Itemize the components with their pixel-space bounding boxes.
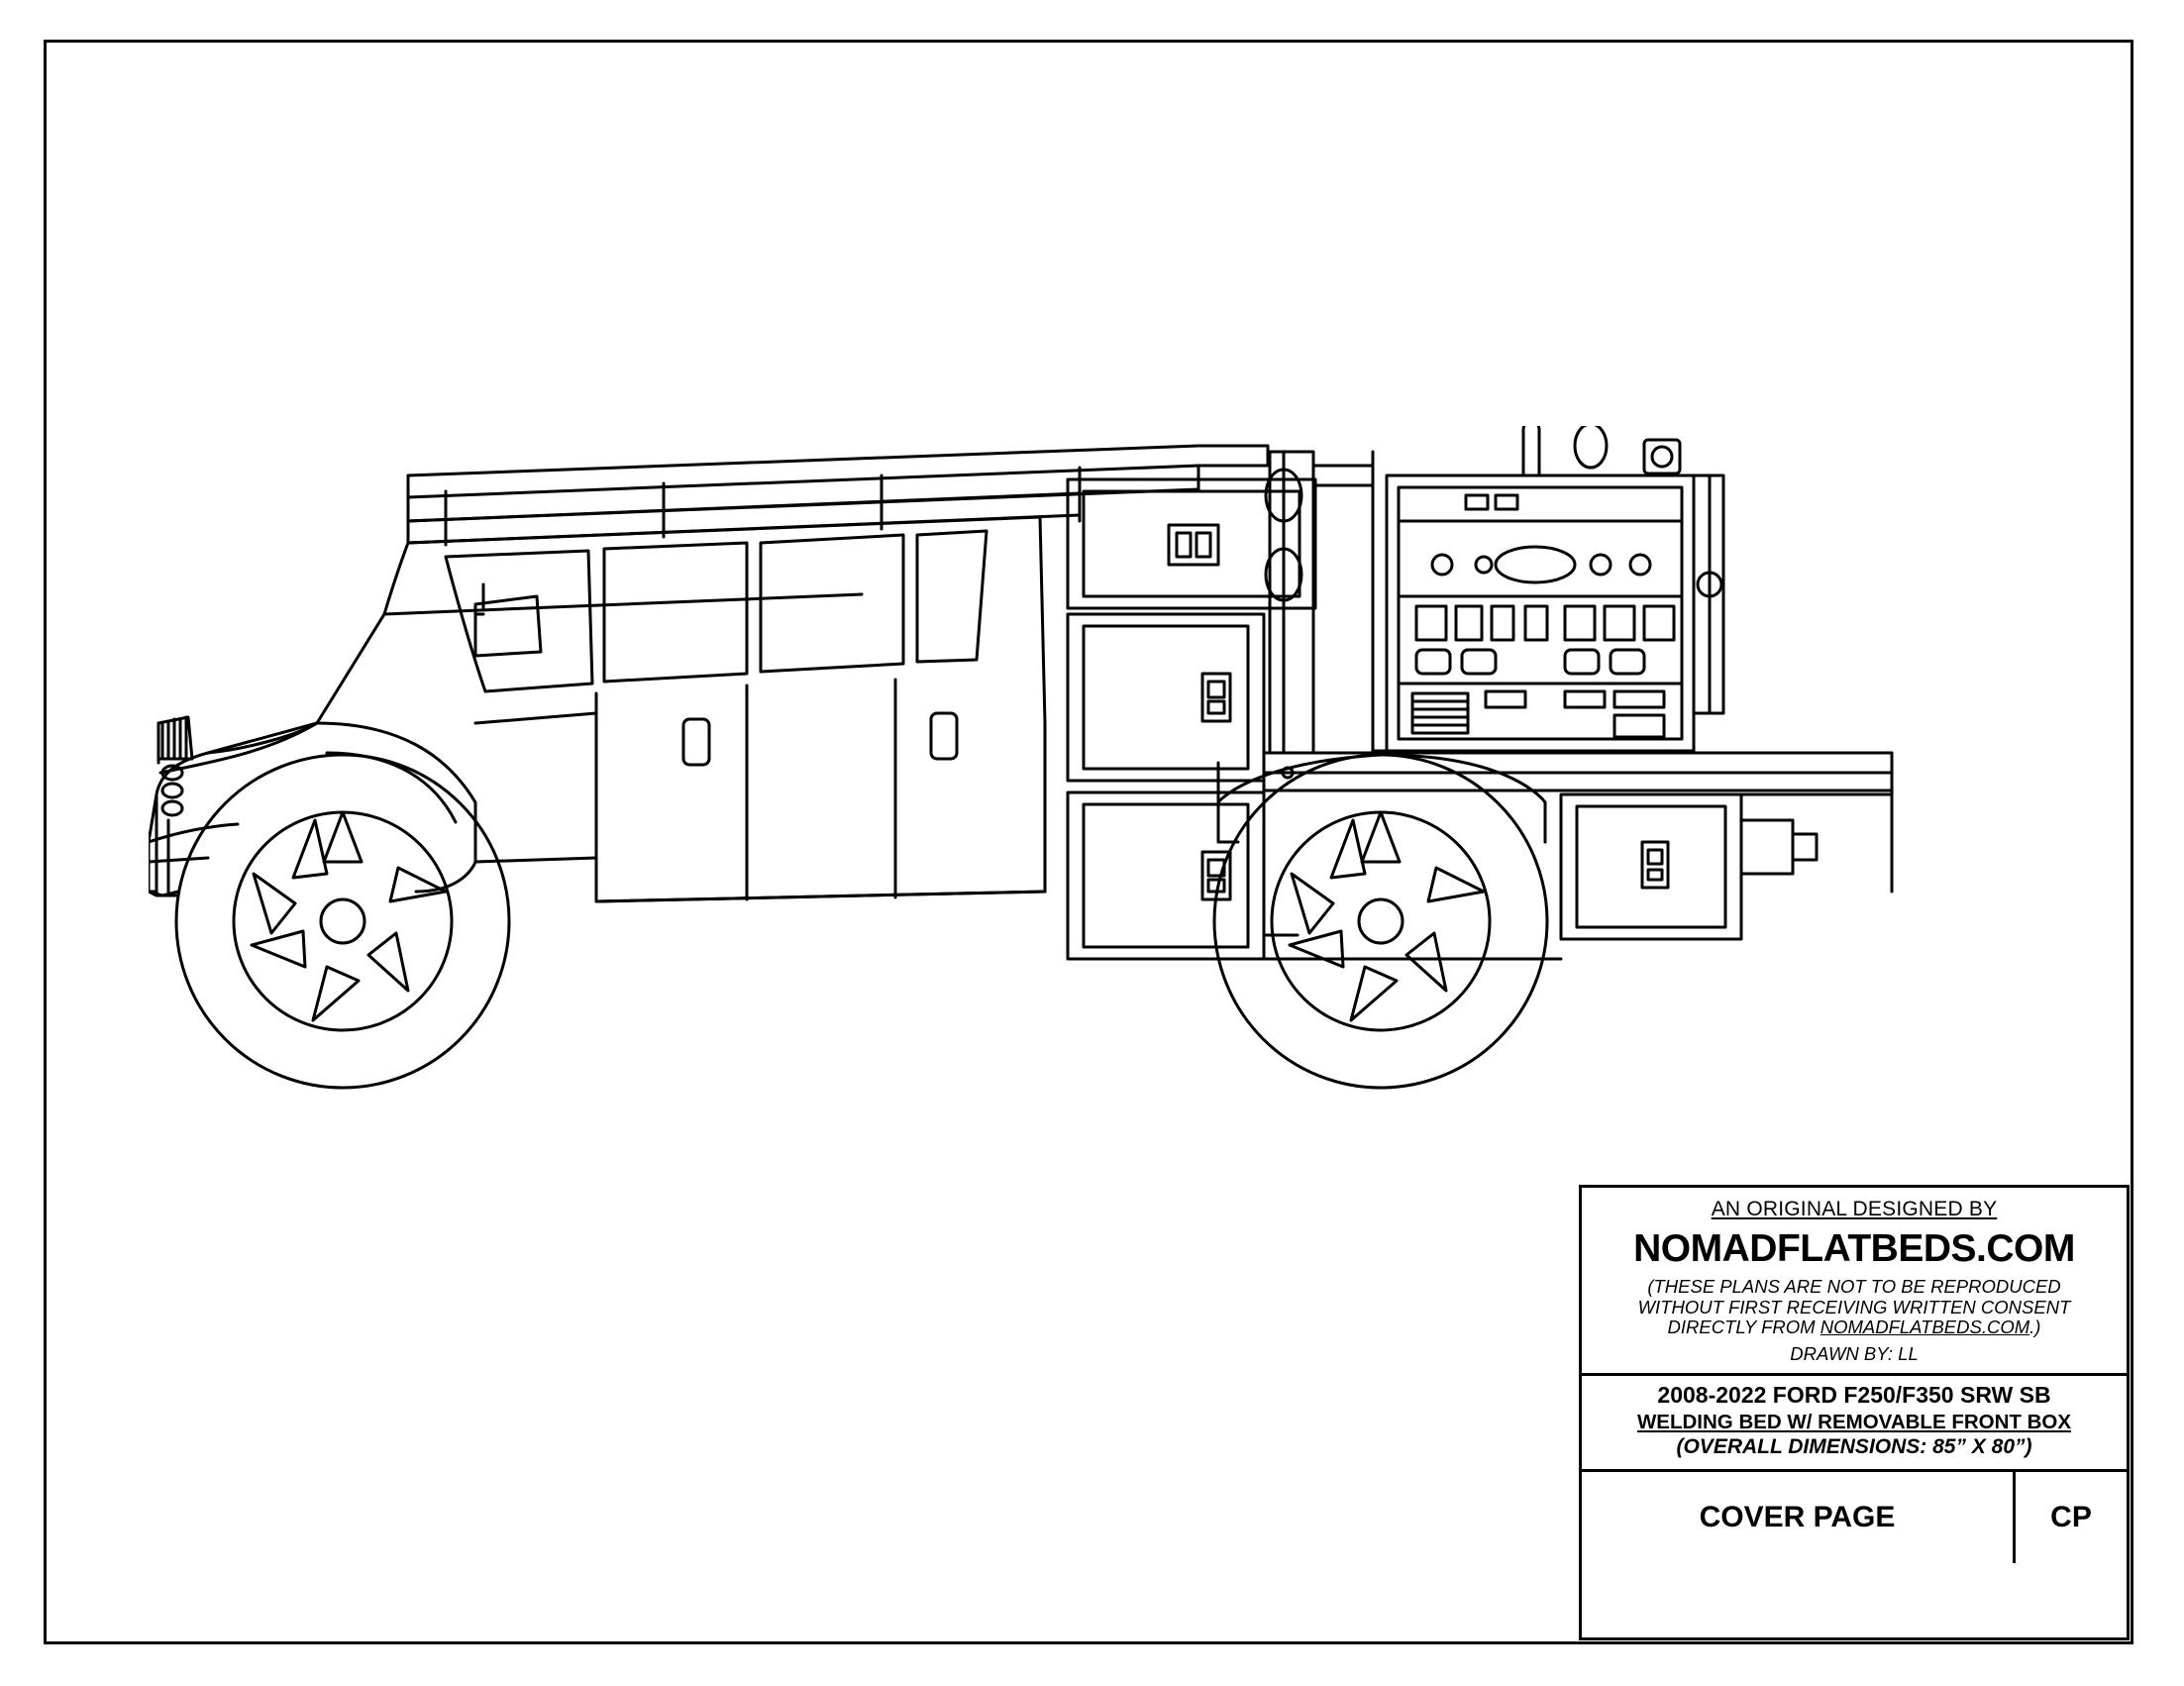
designed-by-label: AN ORIGINAL DESIGNED BY (1711, 1198, 1998, 1220)
bed-description: WELDING BED W/ REMOVABLE FRONT BOX (1636, 1410, 2072, 1433)
title-block (1579, 1185, 2130, 1640)
overall-dimensions: (OVERALL DIMENSIONS: 85” X 80”) (1676, 1435, 2032, 1459)
legal-line-1: (THESE PLANS ARE NOT TO BE REPRODUCED (1647, 1276, 2061, 1297)
front-wheel (176, 755, 509, 1088)
page-code: CP (2050, 1500, 2092, 1533)
legal-line-3-suffix: .) (2029, 1317, 2041, 1338)
side-toolbox-upper (1068, 614, 1264, 781)
rocker-panel (475, 713, 1045, 901)
side-mirror (475, 584, 541, 656)
welder-generator-unit (1387, 426, 1723, 751)
bed-headache-rack (1266, 452, 1373, 753)
title-block-credits (1582, 1188, 2127, 1376)
legal-line-3 (1590, 1317, 2119, 1338)
side-toolbox-lower (1068, 792, 1264, 959)
title-block-model (1582, 1376, 2127, 1471)
legal-line-2: WITHOUT FIRST RECEIVING WRITTEN CONSENT (1637, 1296, 2071, 1317)
legal-line-3-prefix: DIRECTLY FROM (1667, 1317, 1820, 1338)
front-fender-arch (317, 723, 596, 892)
page-name: COVER PAGE (1582, 1472, 2016, 1563)
truck-side-elevation-drawing (149, 426, 2070, 1179)
cab-windows (446, 531, 987, 691)
legal-notice (1590, 1277, 2119, 1338)
title-block-footer (1582, 1472, 2127, 1563)
front-removable-box (1068, 479, 1315, 608)
brand-name: NOMADFLATBEDS.COM (1633, 1227, 2075, 1270)
roof-rack (408, 446, 1268, 545)
drawn-by-label: DRAWN BY: LL (1790, 1343, 1919, 1365)
legal-line-3-link: NOMADFLATBEDS.COM (1820, 1317, 2030, 1338)
model-description: 2008-2022 FORD F250/F350 SRW SB (1657, 1382, 2051, 1409)
rear-toolbox (1561, 794, 1892, 939)
cab-doors (596, 680, 1045, 901)
